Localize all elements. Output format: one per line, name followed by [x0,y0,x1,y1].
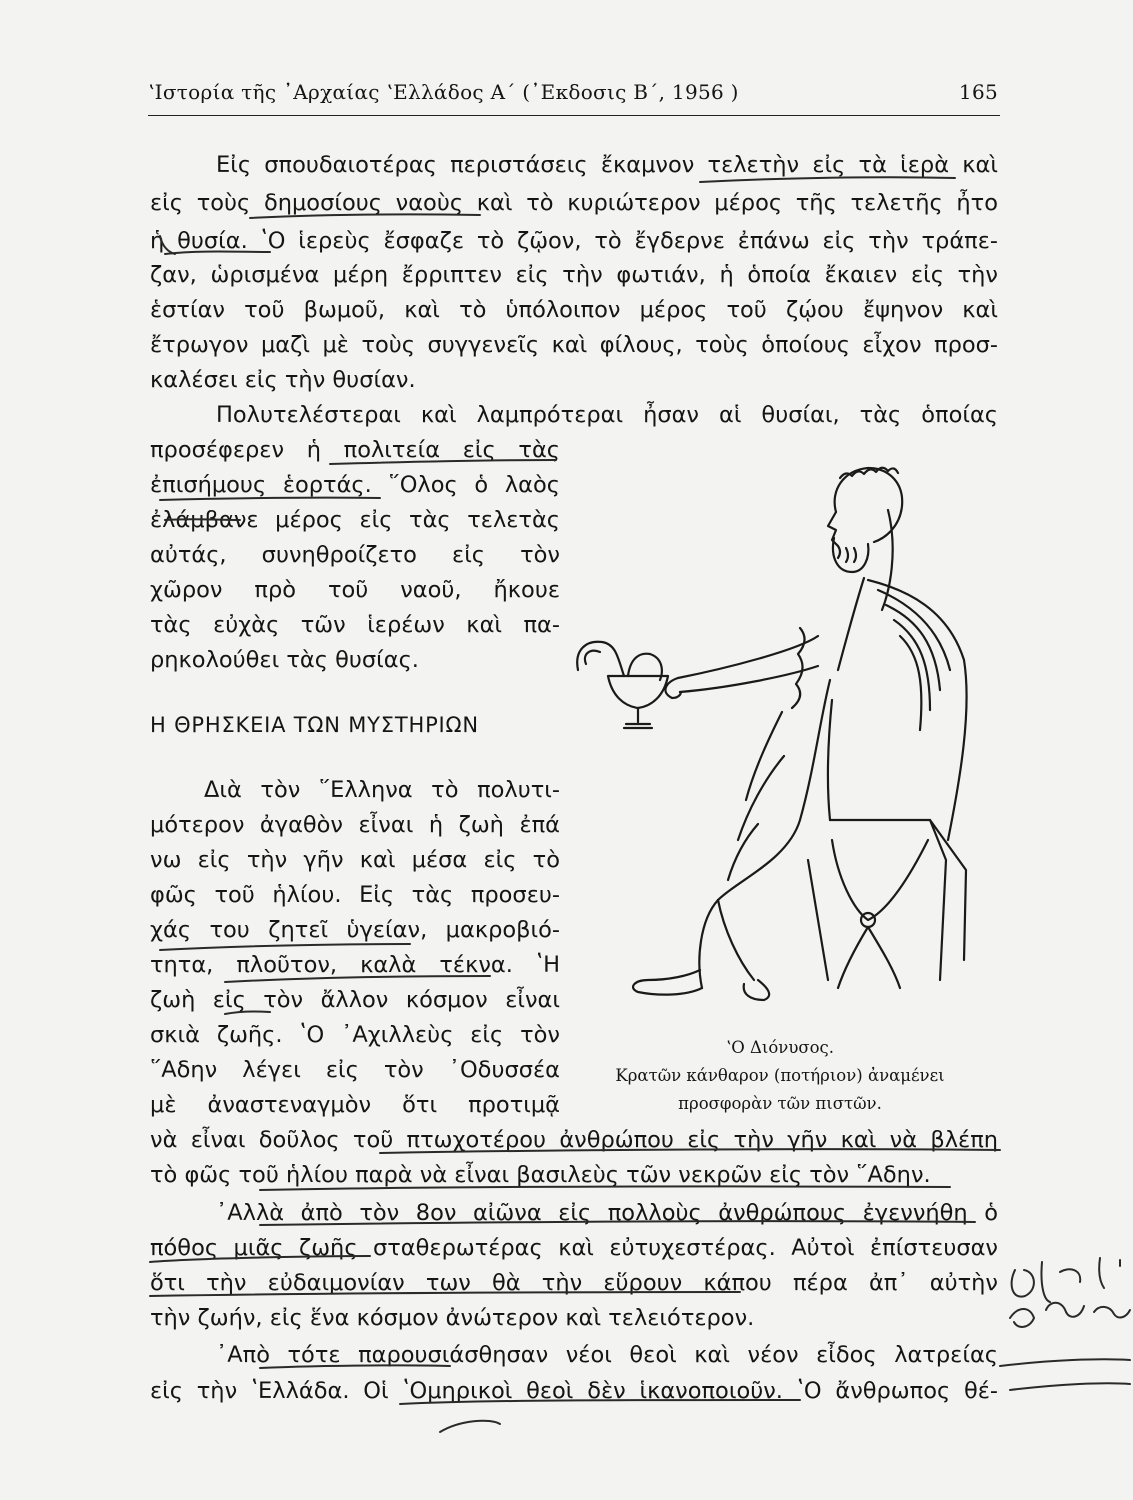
book-title: ʽΙστορία τῆς ᾿Αρχαίας ʽΕλλάδος Α΄ (᾿Εκδοσις Β΄, 1956 ) [148,80,739,104]
text-line: σκιὰ ζωῆς. ʽΟ ᾿Αχιλλεὺς εἰς τὸν [150,1022,560,1048]
text-line: Πολυτελέστεραι καὶ λαμπρότεραι ἦσαν αἱ θυσίαι, τὰς ὁποίας [216,402,998,428]
text-line: εἰς τὴν ʽΕλλάδα. Οἱ ʽΟμηρικοὶ θεοὶ δὲν ἱκανοποιοῦν. ʽΟ ἄνθρωπος θέ- [150,1378,998,1404]
text-line: μὲ ἀναστεναγμὸν ὅτι προτιμᾷ [150,1092,560,1118]
text-line: τὴν ζωήν, εἰς ἕνα κόσμον ἀνώτερον καὶ τελειότερον. [150,1305,755,1331]
text-line: ᾿Αλλὰ ἀπὸ τὸν 8ον αἰῶνα εἰς πολλοὺς ἀνθρώπους ἐγεννήθη ὁ [216,1200,998,1226]
text-line: χῶρον πρὸ τοῦ ναοῦ, ἤκουε [150,577,560,603]
text-line: αὐτάς, συνηθροίζετο εἰς τὸν [150,542,560,568]
page-number: 165 [958,80,998,104]
figure-caption-line: προσφορὰν τῶν πιστῶν. [678,1094,882,1113]
text-line: εἰς τοὺς δημοσίους ναοὺς καὶ τὸ κυριώτερον μέρος τῆς τελετῆς ἦτο [150,190,998,216]
text-line: νω εἰς τὴν γῆν καὶ μέσα εἰς τὸ [150,847,560,873]
text-line: ἔτρωγον μαζὶ μὲ τοὺς συγγενεῖς καὶ φίλους, τοὺς ὁποίους εἶχον προσ- [150,332,998,358]
text-line: τὸ φῶς τοῦ ἡλίου παρὰ νὰ εἶναι βασιλεὺς τῶν νεκρῶν εἰς τὸν ῞Αδην. [150,1162,931,1188]
text-line: πόθος μιᾶς ζωῆς σταθερωτέρας καὶ εὐτυχεστέρας. Αὐτοὶ ἐπίστευσαν [150,1235,998,1261]
section-heading: Η ΘΡΗΣΚΕΙΑ ΤΩΝ ΜΥΣΤΗΡΙΩΝ [150,713,479,737]
text-line: μότερον ἀγαθὸν εἶναι ἡ ζωὴ ἐπά [150,812,560,838]
text-line: ἐλάμβανε μέρος εἰς τὰς τελετὰς [150,507,560,533]
text-line: ῞Αδην λέγει εἰς τὸν ᾿Οδυσσέα [150,1057,560,1083]
text-line: χάς του ζητεῖ ὑγείαν, μακροβιό- [150,917,560,943]
text-line: ὅτι τὴν εὐδαιμονίαν των θὰ τὴν εὕρουν κάπου πέρα ἀπ᾿ αὐτὴν [150,1270,998,1296]
text-line: τὰς εὐχὰς τῶν ἱερέων καὶ πα- [150,612,560,638]
running-header [148,80,998,110]
header-rule [148,115,1000,116]
text-line: ἑστίαν τοῦ βωμοῦ, καὶ τὸ ὑπόλοιπον μέρος τοῦ ζῴου ἔψηνον καὶ [150,297,998,323]
text-line: Εἰς σπουδαιοτέρας περιστάσεις ἔκαμνον τελετὴν εἰς τὰ ἱερὰ καὶ [216,152,998,178]
text-line: φῶς τοῦ ἡλίου. Εἰς τὰς προσευ- [150,882,560,908]
text-line: τητα, πλοῦτον, καλὰ τέκνα. ʽΗ [150,952,560,978]
text-line: προσέφερεν ἡ πολιτεία εἰς τὰς [150,437,560,463]
figure-caption-line: Κρατῶν κάνθαρον (ποτήριον) ἀναμένει [615,1066,945,1085]
text-line: ἐπισήμους ἑορτάς. ῞Ολος ὁ λαὸς [150,472,560,498]
text-line: Διὰ τὸν ῞Ελληνα τὸ πολυτι- [204,777,560,803]
text-line: καλέσει εἰς τὴν θυσίαν. [150,367,416,393]
text-line: ᾿Απὸ τότε παρουσιάσθησαν νέοι θεοὶ καὶ νέον εἶδος λατρείας [216,1342,998,1368]
figure-caption-title: ʽΟ Διόνυσος. [725,1038,835,1057]
text-line: ζαν, ὡρισμένα μέρη ἔρριπτεν εἰς τὴν φωτιάν, ἡ ὁποία ἔκαιεν εἰς τὴν [150,262,998,288]
dionysus-illustration [568,440,988,1020]
text-line: νὰ εἶναι δοῦλος τοῦ πτωχοτέρου ἀνθρώπου εἰς τὴν γῆν καὶ νὰ βλέπη [150,1127,998,1153]
text-line: ρηκολούθει τὰς θυσίας. [150,647,419,673]
text-line: ζωὴ εἰς τὸν ἄλλον κόσμον εἶναι [150,987,560,1013]
text-line: ἡ θυσία. ʽΟ ἱερεὺς ἔσφαζε τὸ ζῷον, τὸ ἔγδερνε ἐπάνω εἰς τὴν τράπε- [150,228,998,254]
